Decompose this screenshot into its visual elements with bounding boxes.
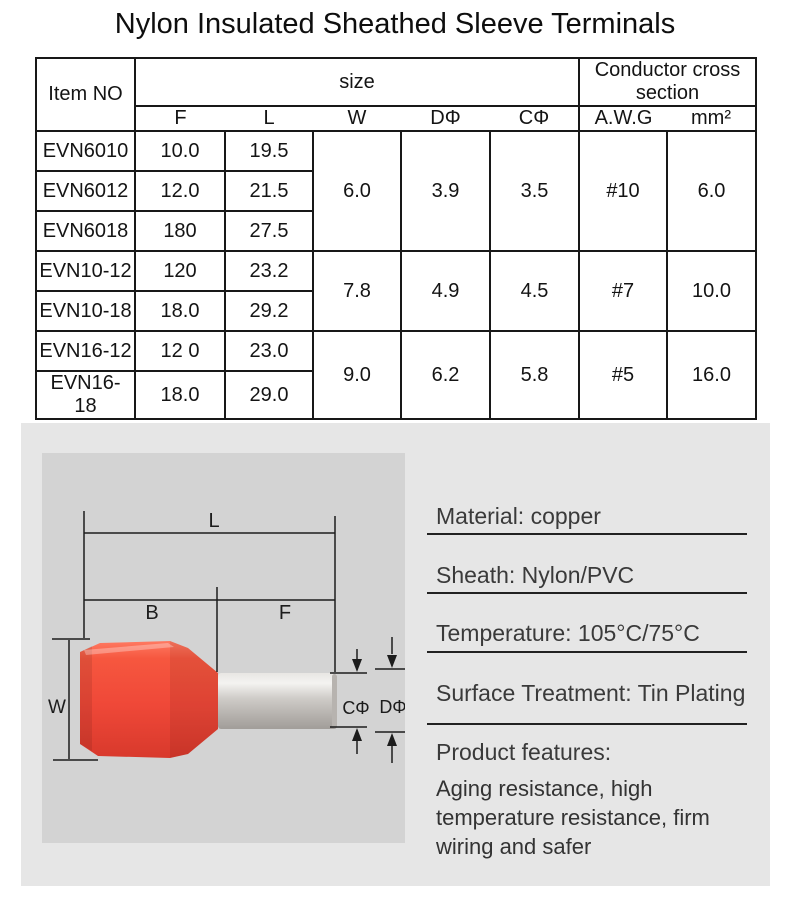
cell-l: 19.5 [225, 131, 313, 171]
col-header-awg: A.W.G [579, 106, 667, 131]
features-title: Product features: [436, 739, 612, 765]
cell-awg-merged: #5 [579, 331, 667, 419]
cell-item-no: EVN10-12 [36, 251, 135, 291]
cell-item-no: EVN10-18 [36, 291, 135, 331]
cell-item-no: EVN16- 18 [36, 371, 135, 419]
table-header-row-1 [36, 58, 756, 106]
cell-item-no: EVN6010 [36, 131, 135, 171]
cell-d-merged: 3.9 [401, 131, 490, 251]
cell-f: 10.0 [135, 131, 225, 171]
cell-l: 23.0 [225, 331, 313, 371]
cell-f: 18.0 [135, 371, 225, 419]
col-header-item-no: Item NO [36, 58, 135, 131]
dim-label-c-phi: CΦ [342, 698, 370, 718]
cell-mm2-merged: 10.0 [667, 251, 756, 331]
col-header-d-phi: DΦ [401, 106, 490, 131]
col-header-l: L [225, 106, 313, 131]
features-text: Aging resistance, high temperature resistance, firm wiring and safer [436, 776, 710, 859]
cell-d-merged: 4.9 [401, 251, 490, 331]
product-photo-panel [42, 453, 405, 843]
cell-c-merged: 5.8 [490, 331, 579, 419]
cell-l: 23.2 [225, 251, 313, 291]
spec-surface-treatment: Surface Treatment: Tin Plating [436, 680, 746, 706]
table-row [36, 251, 756, 291]
dim-label-d-phi: DΦ [379, 697, 405, 717]
table-row [36, 331, 756, 371]
divider [427, 592, 747, 594]
spec-material: Material: copper [436, 503, 601, 529]
spec-table [35, 57, 757, 420]
page-title: Nylon Insulated Sheathed Sleeve Terminals [114, 8, 676, 40]
terminal-body-graphic [80, 641, 218, 758]
cell-f: 12 0 [135, 331, 225, 371]
dim-label-w: W [48, 697, 66, 718]
col-header-c-phi: CΦ [490, 106, 579, 131]
cell-l: 27.5 [225, 211, 313, 251]
dim-label-b: B [145, 602, 159, 624]
cell-f: 18.0 [135, 291, 225, 331]
terminal-dimension-diagram [42, 453, 405, 843]
col-header-mm2: mm² [667, 106, 756, 131]
cell-awg-merged: #10 [579, 131, 667, 251]
cell-item-no: EVN16-12 [36, 331, 135, 371]
dim-label-f: F [278, 602, 292, 624]
divider [427, 533, 747, 535]
cell-mm2-merged: 16.0 [667, 331, 756, 419]
table-row [36, 131, 756, 171]
col-header-size-group: size [135, 58, 579, 106]
cell-c-merged: 3.5 [490, 131, 579, 251]
spec-temperature: Temperature: 105°C/75°C [436, 620, 700, 646]
cell-mm2-merged: 6.0 [667, 131, 756, 251]
cell-w-merged: 6.0 [313, 131, 401, 251]
cell-w-merged: 7.8 [313, 251, 401, 331]
cell-item-no: EVN6012 [36, 171, 135, 211]
product-info-section [21, 423, 770, 886]
cell-c-merged: 4.5 [490, 251, 579, 331]
cell-d-merged: 6.2 [401, 331, 490, 419]
divider [427, 651, 747, 653]
cell-item-no: EVN6018 [36, 211, 135, 251]
metal-tube-graphic [218, 673, 337, 729]
divider [427, 723, 747, 725]
spec-sheath: Sheath: Nylon/PVC [436, 562, 635, 588]
cell-f: 12.0 [135, 171, 225, 211]
cell-l: 21.5 [225, 171, 313, 211]
cell-awg-merged: #7 [579, 251, 667, 331]
dim-label-l: L [208, 510, 220, 532]
cell-l: 29.0 [225, 371, 313, 419]
cell-f: 180 [135, 211, 225, 251]
cell-f: 120 [135, 251, 225, 291]
col-header-w: W [313, 106, 401, 131]
col-header-conductor-group: Conductor cross section [579, 58, 756, 106]
cell-l: 29.2 [225, 291, 313, 331]
table-header-row-2 [36, 106, 756, 131]
cell-w-merged: 9.0 [313, 331, 401, 419]
col-header-f: F [135, 106, 225, 131]
